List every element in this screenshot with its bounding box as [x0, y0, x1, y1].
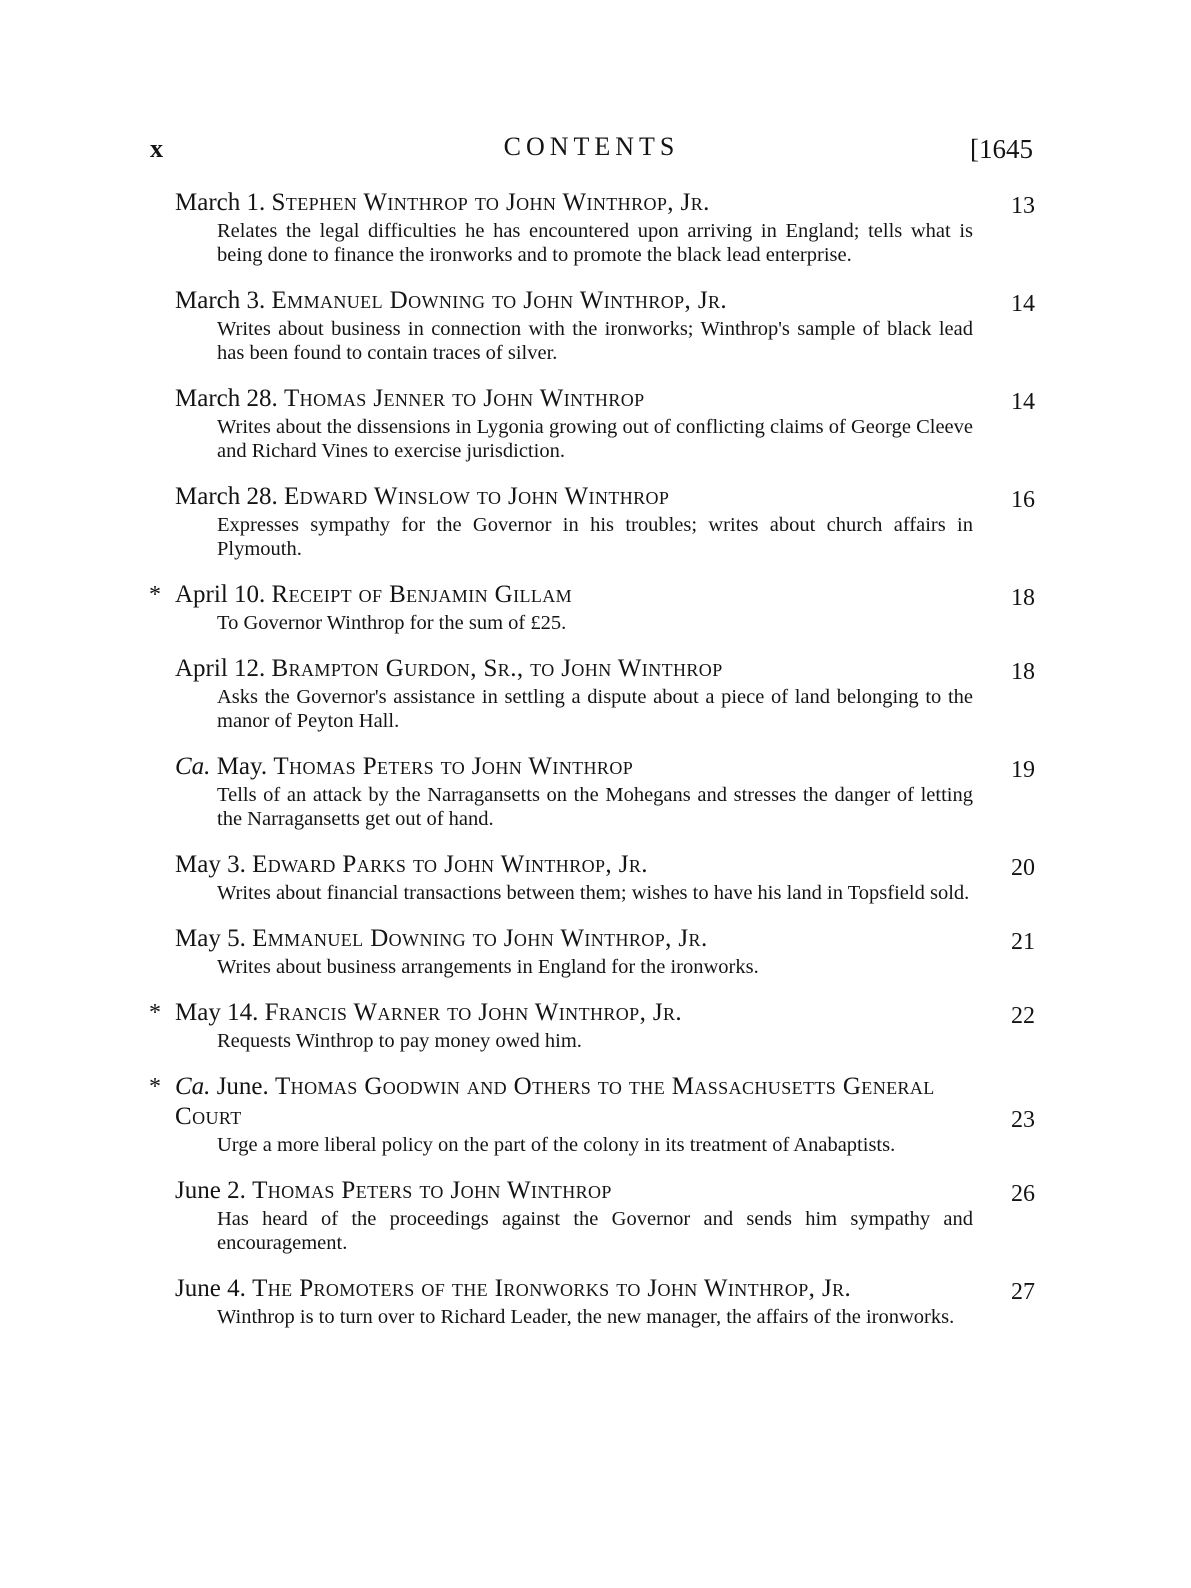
entry-page-number: 14 [1011, 389, 1035, 415]
entry-parties: Edward Winslow to John Winthrop [284, 483, 670, 510]
contents-list [145, 188, 1035, 1348]
contents-entry [145, 998, 1035, 1053]
contents-entry [145, 654, 1035, 733]
entry-date: June. [216, 1073, 269, 1100]
contents-entry [145, 482, 1035, 561]
entry-summary: Urge a more liberal policy on the part of the colony in its treatment of Anabaptists. [217, 1134, 896, 1156]
entry-page-number: 23 [1011, 1107, 1035, 1133]
entry-summary: Writes about financial transactions between them; wishes to have his land in Topsfield sold. [217, 882, 970, 904]
entry-parties: Thomas Goodwin and Others to the Massachusetts General Court [175, 1073, 935, 1130]
entry-parties: Receipt of Benjamin Gillam [271, 581, 573, 608]
entry-date: June 2. [175, 1177, 246, 1204]
entry-page-number: 26 [1011, 1181, 1035, 1207]
entry-parties: Edward Parks to John Winthrop, Jr. [252, 851, 648, 878]
entry-page-number: 19 [1011, 757, 1035, 783]
entry-date: March 28. [175, 483, 278, 510]
entry-summary: Expresses sympathy for the Governor in his troubles; writes about church affairs in Plymouth. [217, 514, 973, 560]
entry-heading [145, 580, 1035, 610]
contents-entry [145, 286, 1035, 365]
entry-summary: Tells of an attack by the Narragansetts on the Mohegans and stresses the danger of letting the Narragansetts get out of hand. [217, 784, 973, 830]
entry-parties: The Promoters of the Ironworks to John Winthrop, Jr. [252, 1275, 852, 1302]
entry-heading [145, 1176, 1035, 1206]
contents-entry [145, 384, 1035, 463]
entry-summary: Writes about the dissensions in Lygonia growing out of conflicting claims of George Cleeve and Richard Vines to exercise jurisdiction. [217, 416, 973, 462]
entry-date-circa: Ca. [175, 1073, 211, 1100]
contents-entry [145, 924, 1035, 979]
entry-heading [145, 1274, 1035, 1304]
entry-parties: Brampton Gurdon, Sr., to John Winthrop [271, 655, 723, 682]
entry-summary: Writes about business arrangements in England for the ironworks. [217, 956, 759, 978]
asterisk-marker: * [149, 1000, 161, 1026]
contents-entry [145, 850, 1035, 905]
entry-parties: Emmanuel Downing to John Winthrop, Jr. [252, 925, 708, 952]
entry-page-number: 14 [1011, 291, 1035, 317]
entry-summary: To Governor Winthrop for the sum of £25. [217, 612, 567, 634]
entry-page-number: 21 [1011, 929, 1035, 955]
entry-date: March 3. [175, 287, 266, 314]
entry-summary: Writes about business in connection with the ironworks; Winthrop's sample of black lead has been found to contain traces of silver. [217, 318, 973, 364]
entry-page-number: 13 [1011, 193, 1035, 219]
page-folio: x [150, 134, 163, 163]
entry-summary: Winthrop is to turn over to Richard Leader, the new manager, the affairs of the ironworks. [217, 1306, 955, 1328]
entry-date: May 3. [175, 851, 246, 878]
entry-heading [145, 1072, 1035, 1132]
entry-summary: Relates the legal difficulties he has encountered upon arriving in England; tells what is being done to finance the ironworks and to promote the black lead enterprise. [217, 220, 973, 266]
running-head [150, 134, 1033, 174]
entry-heading [145, 188, 1035, 218]
entry-heading [145, 286, 1035, 316]
contents-entry [145, 1176, 1035, 1255]
entry-page-number: 27 [1011, 1279, 1035, 1305]
entry-date-circa: Ca. [175, 753, 211, 780]
entry-date: March 1. [175, 189, 266, 216]
entry-parties: Emmanuel Downing to John Winthrop, Jr. [271, 287, 728, 314]
asterisk-marker: * [149, 1074, 161, 1100]
entry-parties: Stephen Winthrop to John Winthrop, Jr. [271, 189, 710, 216]
entry-parties: Thomas Jenner to John Winthrop [284, 385, 645, 412]
running-year: [1645 [970, 134, 1033, 164]
entry-parties: Thomas Peters to John Winthrop [273, 753, 634, 780]
entry-summary: Asks the Governor's assistance in settling a dispute about a piece of land belonging to the manor of Peyton Hall. [217, 686, 973, 732]
entry-heading [145, 654, 1035, 684]
entry-page-number: 18 [1011, 585, 1035, 611]
entry-date: May. [216, 753, 268, 780]
entry-date: March 28. [175, 385, 278, 412]
asterisk-marker: * [149, 582, 161, 608]
entry-page-number: 22 [1011, 1003, 1035, 1029]
entry-heading [145, 752, 1035, 782]
contents-entry [145, 752, 1035, 831]
entry-heading [145, 482, 1035, 512]
entry-date: June 4. [175, 1275, 246, 1302]
entry-summary: Has heard of the proceedings against the Governor and sends him sympathy and encouragement. [217, 1208, 973, 1254]
contents-entry [145, 1072, 1035, 1157]
entry-date: April 10. [175, 581, 266, 608]
entry-parties: Thomas Peters to John Winthrop [252, 1177, 612, 1204]
entry-page-number: 20 [1011, 855, 1035, 881]
entry-heading [145, 850, 1035, 880]
page-title: CONTENTS [503, 132, 680, 161]
contents-entry [145, 188, 1035, 267]
entry-page-number: 18 [1011, 659, 1035, 685]
contents-entry [145, 580, 1035, 635]
entry-date: May 5. [175, 925, 246, 952]
entry-heading [145, 924, 1035, 954]
entry-date: April 12. [175, 655, 266, 682]
contents-entry [145, 1274, 1035, 1329]
entry-parties: Francis Warner to John Winthrop, Jr. [264, 999, 683, 1026]
entry-summary: Requests Winthrop to pay money owed him. [217, 1030, 582, 1052]
entry-date: May 14. [175, 999, 259, 1026]
entry-heading [145, 998, 1035, 1028]
entry-heading [145, 384, 1035, 414]
entry-page-number: 16 [1011, 487, 1035, 513]
